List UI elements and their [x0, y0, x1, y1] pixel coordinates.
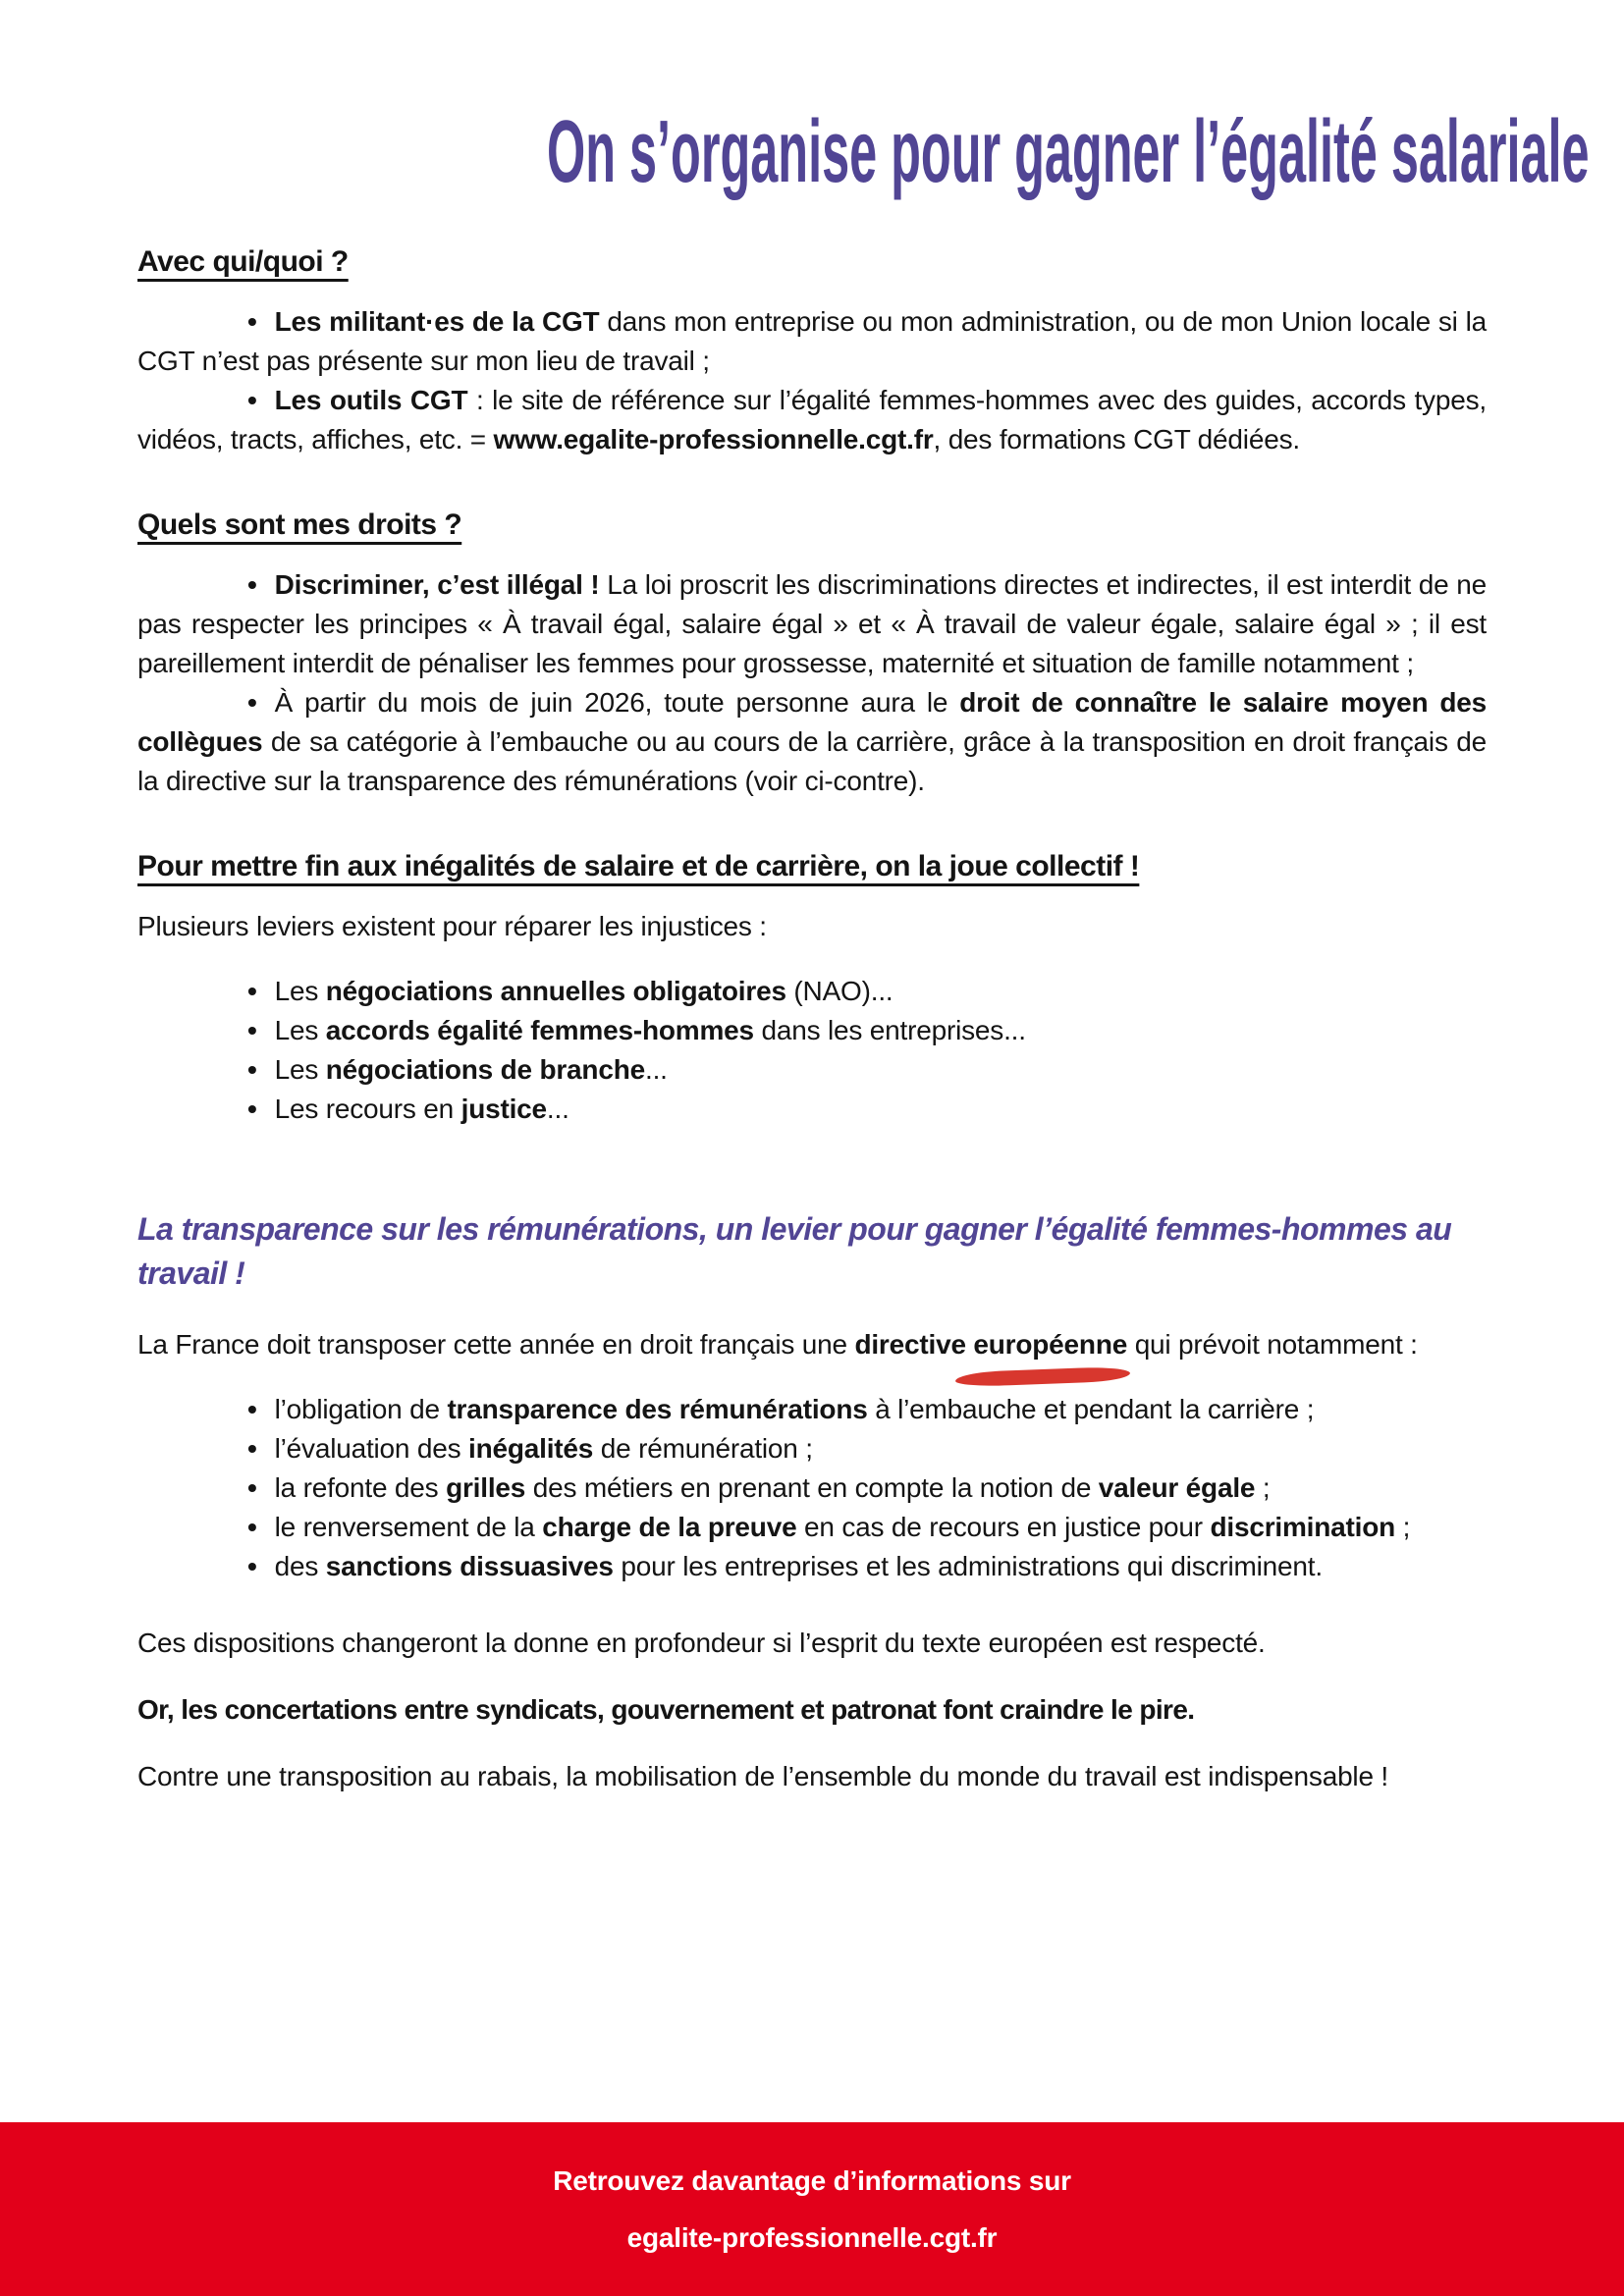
heading-transparence: La transparence sur les rémunérations, un levier pour gagner l’égalité femmes-hommes au travail ! — [137, 1211, 1452, 1292]
text-segment: l’obligation de — [274, 1394, 448, 1425]
text-segment: ; — [1255, 1472, 1271, 1504]
list-item — [137, 1050, 1487, 1090]
text-segment: pour les entreprises et les administrations qui discriminent. — [613, 1551, 1323, 1582]
text-segment: accords égalité femmes-hommes — [325, 1015, 754, 1046]
text-segment: La France doit transposer cette année en droit français une — [137, 1329, 855, 1361]
text-segment: l’évaluation des — [274, 1433, 469, 1465]
list-item — [137, 1429, 1487, 1468]
paragraph-concertations: Or, les concertations entre syndicats, gouvernement et patronat font craindre le pire. — [137, 1694, 1195, 1726]
title-block — [137, 103, 1590, 201]
bullet-icon: • — [247, 1094, 257, 1125]
text-segment: valeur égale — [1098, 1472, 1256, 1504]
list-item — [137, 1468, 1487, 1508]
text-segment: ; — [1395, 1512, 1411, 1543]
text-segment: Les — [274, 976, 326, 1007]
text-segment: en cas de recours en justice pour — [796, 1512, 1211, 1543]
text-segment: des — [274, 1551, 326, 1582]
text-segment: négociations annuelles obligatoires — [325, 976, 786, 1007]
text-segment: qui prévoit notamment : — [1127, 1329, 1418, 1361]
text-segment: www.egalite-professionnelle.cgt.fr — [493, 424, 934, 455]
list-item — [137, 565, 1487, 683]
bullet-icon: • — [247, 385, 257, 416]
list-avec-qui-quoi — [137, 302, 1487, 459]
footer-band — [0, 2122, 1624, 2296]
bullet-icon: • — [247, 1394, 257, 1425]
section-heading-avec-qui-quoi: Avec qui/quoi ? — [137, 245, 349, 278]
text-segment: La loi proscrit les discriminations directes et indirectes, il est interdit de ne pas respecter les principes « À travail égal, salaire égal » et « À travail de valeur égale, salaire égal » ; il est pareillement interdit de pénaliser les femmes pour grossesse, maternité et situation de famille notamment ; — [137, 569, 1487, 679]
footer-text: Retrouvez davantage d’informations sur — [553, 2164, 1071, 2196]
list-item — [137, 302, 1487, 381]
bullet-icon: • — [247, 687, 257, 719]
paragraph-dispositions: Ces dispositions changeront la donne en profondeur si l’esprit du texte européen est respecté. — [137, 1628, 1266, 1659]
text-segment: Les outils CGT — [274, 385, 468, 416]
bullet-icon: • — [247, 1472, 257, 1504]
page-title: On s’organise pour gagner l’égalité salariale — [547, 103, 1590, 201]
text-segment: de rémunération ; — [593, 1433, 813, 1465]
text-segment: dans mon entreprise ou mon administration, ou de mon Union locale si la CGT n’est pas présente sur mon lieu de travail ; — [137, 306, 1487, 377]
list-item — [137, 1508, 1487, 1547]
page-content — [0, 103, 1624, 1796]
text-segment: ... — [644, 1054, 668, 1086]
text-segment: inégalités — [468, 1433, 594, 1465]
list-item — [137, 1547, 1487, 1586]
footer-url: egalite-professionnelle.cgt.fr — [626, 2221, 998, 2253]
text-segment: grilles — [446, 1472, 526, 1504]
section-heading-mes-droits: Quels sont mes droits ? — [137, 508, 462, 542]
text-segment: À partir du mois de juin 2026, toute personne aura le — [274, 687, 960, 719]
text-segment: Les recours en — [274, 1094, 461, 1125]
bullet-icon: • — [247, 1433, 257, 1465]
text-segment: droit de connaître le salaire moyen des collègues — [137, 687, 1487, 758]
paragraph-mobilisation: Contre une transposition au rabais, la mobilisation de l’ensemble du monde du travail est indispensable ! — [137, 1761, 1388, 1792]
text-segment: Les militant·es de la CGT — [274, 306, 600, 337]
list-mes-droits — [137, 565, 1487, 801]
text-segment: de sa catégorie à l’embauche ou au cours de la carrière, grâce à la transposition en droit français de la directive sur la transparence des rémunérations (voir ci-contre). — [137, 726, 1487, 797]
list-leviers — [137, 972, 1487, 1129]
bullet-icon: • — [247, 306, 257, 337]
text-segment: sanctions dissuasives — [325, 1551, 614, 1582]
text-segment: Discriminer, c’est illégal ! — [274, 569, 600, 601]
list-item — [137, 1090, 1487, 1129]
text-segment: : le site de référence sur l’égalité femmes-hommes avec des guides, accords types, vidéos, tracts, affiches, etc. = — [137, 385, 1487, 455]
bullet-icon: • — [247, 1015, 257, 1046]
list-item — [137, 1390, 1487, 1429]
text-segment: dans les entreprises... — [753, 1015, 1026, 1046]
list-item — [137, 1011, 1487, 1050]
text-segment: des métiers en prenant en compte la notion de — [525, 1472, 1099, 1504]
list-item — [137, 381, 1487, 459]
list-item — [137, 972, 1487, 1011]
text-segment: la refonte des — [274, 1472, 447, 1504]
text-segment: , des formations CGT dédiées. — [933, 424, 1300, 455]
section-heading-collectif: Pour mettre fin aux inégalités de salaire et de carrière, on la joue collectif ! — [137, 850, 1140, 883]
list-item — [137, 683, 1487, 801]
text-segment: ... — [546, 1094, 569, 1125]
text-segment: charge de la preuve — [542, 1512, 797, 1543]
text-segment: négociations de branche — [325, 1054, 645, 1086]
text-segment: transparence des rémunérations — [447, 1394, 868, 1425]
paragraph-directive — [137, 1325, 1487, 1364]
text-segment: à l’embauche et pendant la carrière ; — [867, 1394, 1315, 1425]
text-segment: justice — [460, 1094, 547, 1125]
bullet-icon: • — [247, 1512, 257, 1543]
highlighted-text: directive européenne — [854, 1329, 1128, 1361]
bullet-icon: • — [247, 1054, 257, 1086]
bullet-icon: • — [247, 1551, 257, 1582]
bullet-icon: • — [247, 976, 257, 1007]
text-segment: discrimination — [1210, 1512, 1396, 1543]
text-segment: Les — [274, 1054, 326, 1086]
bullet-icon: • — [247, 569, 257, 601]
text-segment: Les — [274, 1015, 326, 1046]
text-segment: (NAO)... — [785, 976, 893, 1007]
list-directive — [137, 1390, 1487, 1586]
text-segment: le renversement de la — [274, 1512, 543, 1543]
paragraph-leviers: Plusieurs leviers existent pour réparer les injustices : — [137, 911, 767, 942]
